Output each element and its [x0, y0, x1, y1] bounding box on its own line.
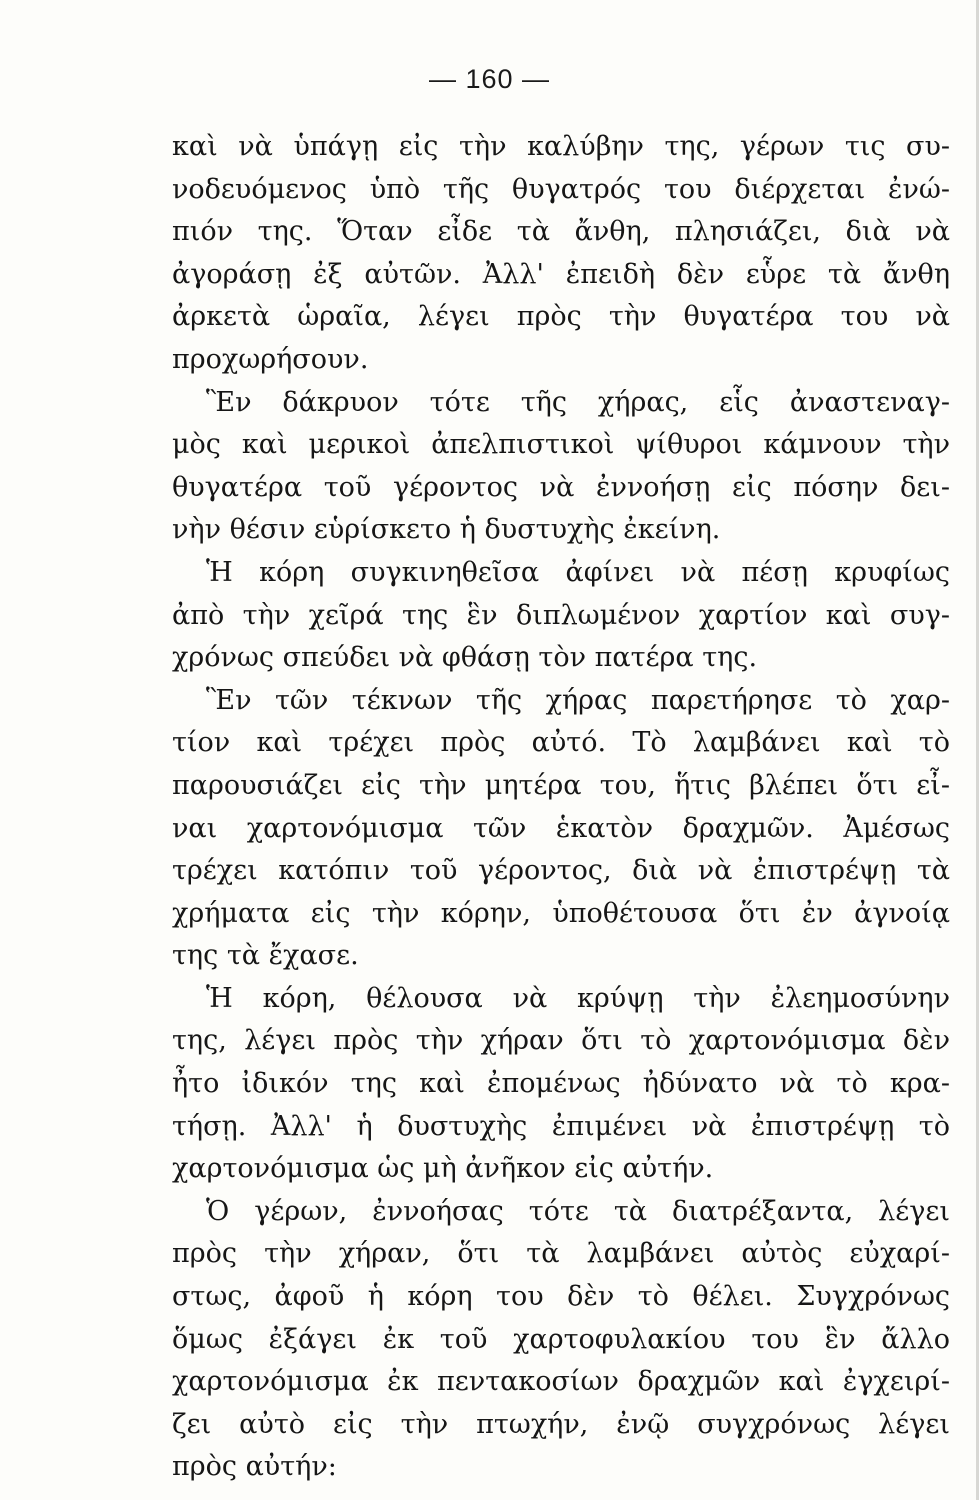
text-line: πρὸς τὴν χήραν, ὅτι τὰ λαμβάνει αὐτὸς εὐχαρί- [172, 1238, 950, 1270]
text-line: χρόνως σπεύδει νὰ φθάσῃ τὸν πατέρα της. [172, 642, 758, 674]
text-line: ἀπὸ τὴν χεῖρά της ἓν διπλωμένον χαρτίον καὶ συγ- [172, 599, 950, 631]
text-line: της, λέγει πρὸς τὴν χήραν ὅτι τὸ χαρτονόμισμα δὲν [172, 1025, 950, 1057]
text-line: της τὰ ἔχασε. [172, 940, 359, 972]
text-line: χαρτονόμισμα ἐκ πεντακοσίων δραχμῶν καὶ ἐγχειρί- [172, 1366, 950, 1398]
text-line: Ἡ κόρη συγκινηθεῖσα ἀφίνει νὰ πέσῃ κρυφίως [206, 556, 950, 588]
text-line: ὅμως ἐξάγει ἐκ τοῦ χαρτοφυλακίου του ἓν ἄλλο [172, 1323, 950, 1355]
text-line: Ἓν τῶν τέκνων τῆς χήρας παρετήρησε τὸ χαρ- [206, 684, 950, 716]
text-line: τρέχει κατόπιν τοῦ γέροντος, διὰ νὰ ἐπιστρέψῃ τὰ [172, 855, 950, 887]
text-line: Ἓν δάκρυον τότε τῆς χήρας, εἷς ἀναστεναγ- [206, 386, 950, 418]
text-line: ἀρκετὰ ὡραῖα, λέγει πρὸς τὴν θυγατέρα του νὰ [172, 301, 950, 333]
text-line: θυγατέρα τοῦ γέροντος νὰ ἐννοήσῃ εἰς πόσην δει- [172, 471, 950, 503]
page-number: — 160 — [428, 64, 551, 94]
text-line: τήσῃ. Ἀλλ' ἡ δυστυχὴς ἐπιμένει νὰ ἐπιστρέψῃ τὸ [172, 1110, 950, 1142]
text-line: παρουσιάζει εἰς τὴν μητέρα του, ἥτις βλέπει ὅτι εἶ- [172, 769, 950, 801]
text-line: ζει αὐτὸ εἰς τὴν πτωχήν, ἐνῷ συγχρόνως λέγει [172, 1408, 950, 1440]
text-line: ναι χαρτονόμισμα τῶν ἑκατὸν δραχμῶν. Ἀμέσως [172, 812, 950, 844]
text-line: πιόν της. Ὅταν εἶδε τὰ ἄνθη, πλησιάζει, διὰ νὰ [172, 216, 950, 248]
text-line: μὸς καὶ μερικοὶ ἀπελπιστικοὶ ψίθυροι κάμνουν τὴν [172, 429, 950, 461]
text-line: ἀγοράσῃ ἐξ αὐτῶν. Ἀλλ' ἐπειδὴ δὲν εὗρε τὰ ἄνθη [172, 258, 950, 290]
text-line: πρὸς αὐτήν: [172, 1451, 337, 1483]
text-line: Ἡ κόρη, θέλουσα νὰ κρύψῃ τὴν ἐλεημοσύνην [206, 982, 950, 1014]
text-line: καὶ νὰ ὑπάγῃ εἰς τὴν καλύβην της, γέρων τις συ- [172, 131, 950, 162]
body-text [172, 126, 950, 1489]
text-line: χαρτονόμισμα ὡς μὴ ἀνῆκον εἰς αὐτήν. [172, 1153, 714, 1185]
text-line: Ὁ γέρων, ἐννοήσας τότε τὰ διατρέξαντα, λέγει [206, 1195, 950, 1227]
text-line: νοδευόμενος ὑπὸ τῆς θυγατρός του διέρχεται ἐνώ- [172, 173, 950, 205]
text-line: νὴν θέσιν εὑρίσκετο ἡ δυστυχὴς ἐκείνη. [172, 514, 721, 546]
text-line: στως, ἀφοῦ ἡ κόρη του δὲν τὸ θέλει. Συγχρόνως [172, 1281, 950, 1313]
text-line: ἦτο ἰδικόν της καὶ ἐπομένως ἠδύνατο νὰ τὸ κρα- [172, 1068, 950, 1100]
text-line: προχωρήσουν. [172, 343, 369, 375]
text-line: τίον καὶ τρέχει πρὸς αὐτό. Τὸ λαμβάνει καὶ τὸ [172, 727, 950, 759]
text-line: χρήματα εἰς τὴν κόρην, ὑποθέτουσα ὅτι ἐν ἀγνοίᾳ [172, 897, 950, 929]
